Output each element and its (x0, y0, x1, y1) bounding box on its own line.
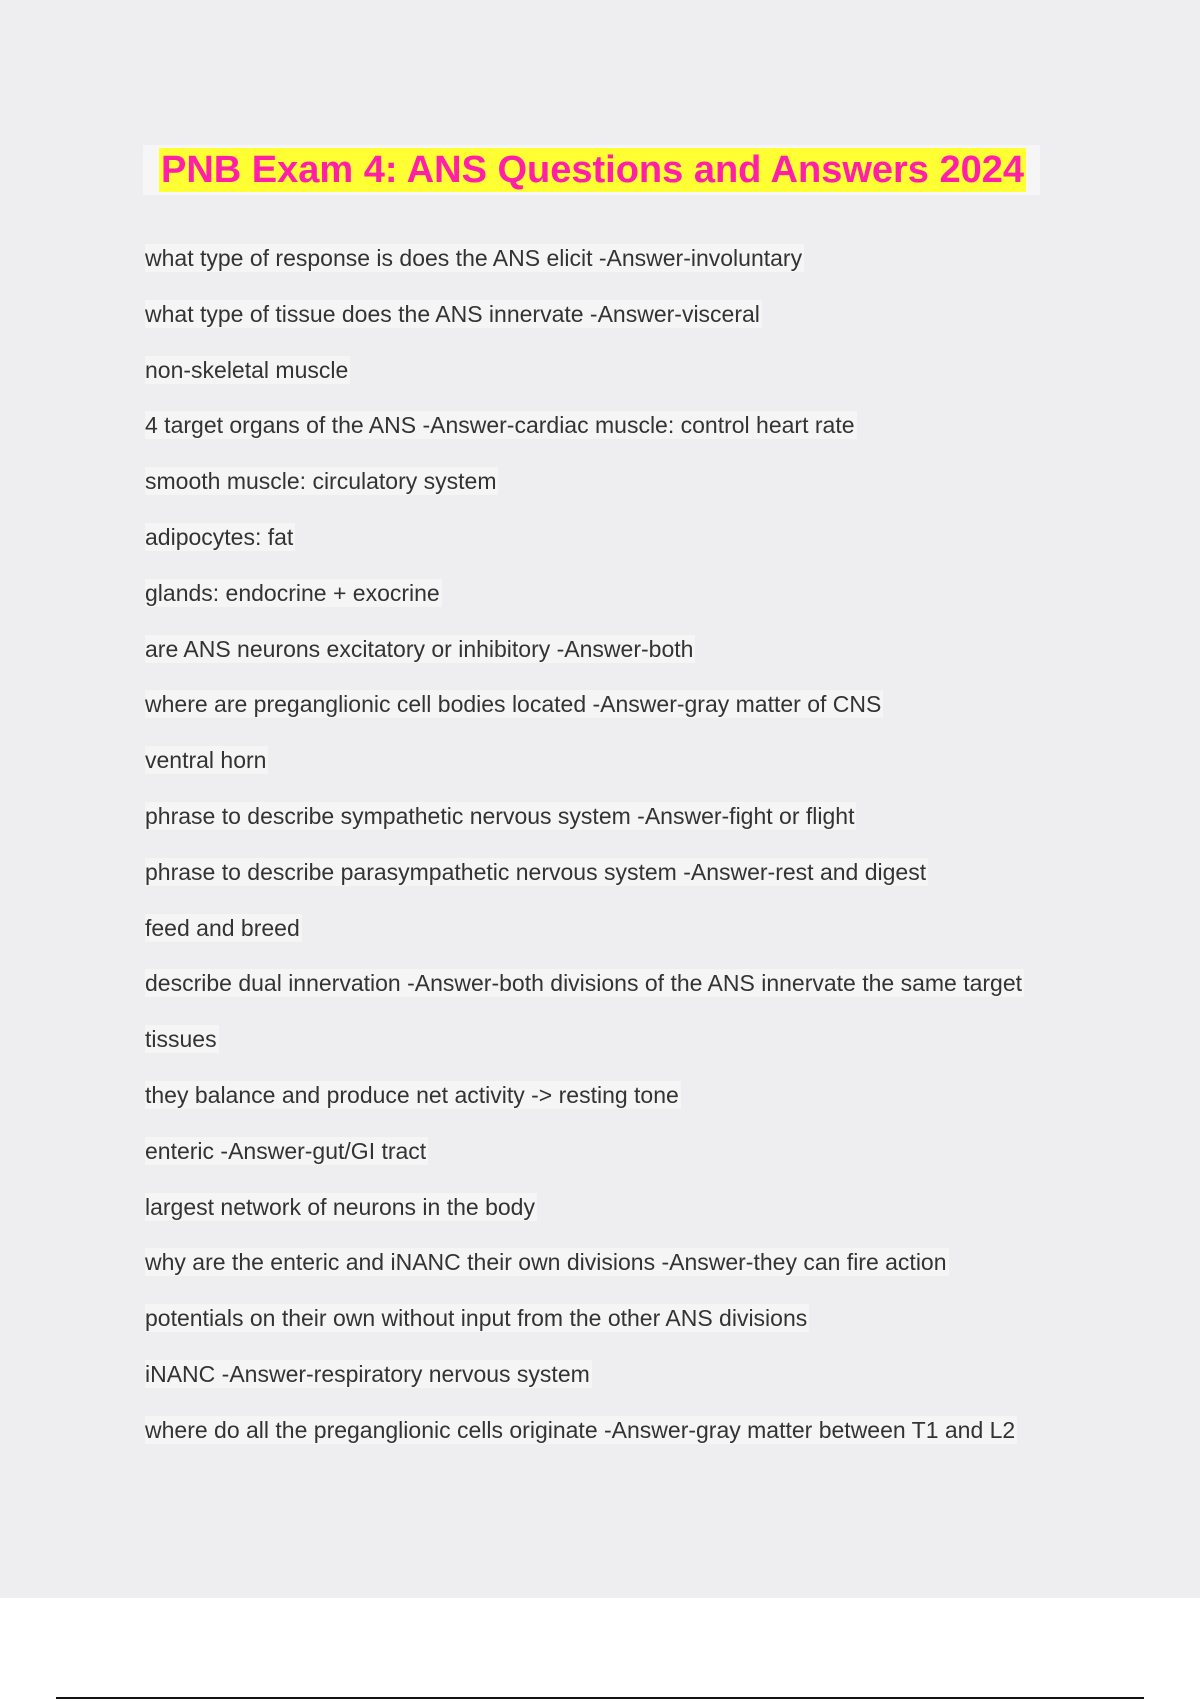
text-line (145, 969, 1085, 1025)
text-line (145, 523, 1085, 579)
text-line (145, 579, 1085, 635)
text-line-content: glands: endocrine + exocrine (145, 579, 440, 606)
text-line-content: phrase to describe sympathetic nervous system -Answer-fight or flight (145, 802, 855, 829)
text-line (145, 690, 1085, 746)
text-line (145, 1304, 1085, 1360)
text-line-content: feed and breed (145, 914, 300, 941)
text-line (145, 1137, 1085, 1193)
text-line (145, 914, 1085, 970)
text-line (145, 802, 1085, 858)
text-line-content: where are preganglionic cell bodies located -Answer-gray matter of CNS (145, 691, 882, 718)
text-line (145, 1360, 1085, 1416)
text-line (145, 746, 1085, 802)
text-line-content: adipocytes: fat (145, 523, 294, 550)
qa-list (145, 244, 1085, 1472)
text-line (145, 635, 1085, 691)
text-line-content: what type of tissue does the ANS innervate -Answer-visceral (145, 300, 760, 327)
text-line-content: potentials on their own without input from the other ANS divisions (145, 1305, 808, 1332)
text-line (145, 244, 1085, 300)
text-line-content: phrase to describe parasympathetic nervous system -Answer-rest and digest (145, 858, 927, 885)
text-line (145, 1248, 1085, 1304)
text-line-content: describe dual innervation -Answer-both divisions of the ANS innervate the same target (145, 970, 1023, 997)
text-line (145, 1081, 1085, 1137)
text-line-content: non-skeletal muscle (145, 356, 349, 383)
text-line (145, 1193, 1085, 1249)
text-line-content: why are the enteric and iNANC their own divisions -Answer-they can fire action (145, 1249, 947, 1276)
text-line (145, 300, 1085, 356)
text-line-content: ventral horn (145, 747, 267, 774)
text-line-content: 4 target organs of the ANS -Answer-cardiac muscle: control heart rate (145, 412, 855, 439)
text-line (145, 467, 1085, 523)
text-line-content: iNANC -Answer-respiratory nervous system (145, 1360, 590, 1387)
text-line-content: what type of response is does the ANS elicit -Answer-involuntary (145, 245, 803, 271)
text-line-content: are ANS neurons excitatory or inhibitory -Answer-both (145, 635, 694, 662)
text-line (145, 411, 1085, 467)
text-line-content: largest network of neurons in the body (145, 1193, 535, 1220)
text-line (145, 356, 1085, 412)
text-line-content: enteric -Answer-gut/GI tract (145, 1137, 427, 1164)
text-line (145, 1416, 1085, 1472)
text-line (145, 858, 1085, 914)
text-line-content: they balance and produce net activity -> resting tone (145, 1081, 679, 1108)
text-line-content: tissues (145, 1026, 217, 1053)
text-line (145, 1025, 1085, 1081)
text-line-content: smooth muscle: circulatory system (145, 468, 497, 495)
title-block (143, 145, 1040, 195)
footer-divider (56, 1697, 1144, 1699)
document-title: PNB Exam 4: ANS Questions and Answers 2024 (161, 149, 1025, 191)
text-line-content: where do all the preganglionic cells originate -Answer-gray matter between T1 and L2 (145, 1416, 1016, 1443)
